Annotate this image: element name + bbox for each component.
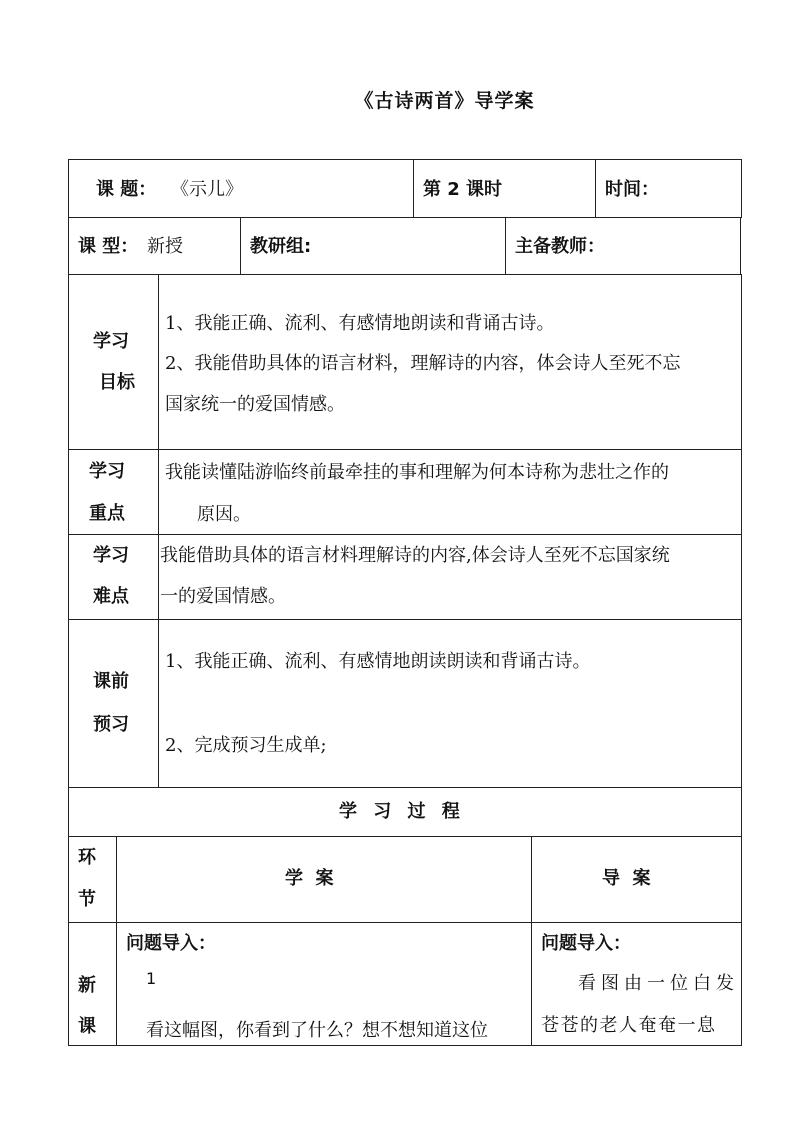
lesson-cell — [413, 159, 596, 218]
difficulties-label-cell — [68, 534, 159, 620]
study-question-heading: 问题导入： — [126, 933, 216, 954]
difficulties-label-line1: 学习 — [93, 545, 129, 566]
keypoints-line1: 我能读懂陆游临终前最牵挂的事和理解为何本诗称为悲壮之作的 — [165, 462, 669, 483]
new-lesson-study-cell — [116, 922, 532, 1046]
preview-line1: 1、我能正确、流利、有感情地朗读朗读和背诵古诗。 — [165, 651, 591, 672]
new-lesson-label-line1: 新 — [78, 975, 96, 996]
difficulties-line1: 我能借助具体的语言材料理解诗的内容,体会诗人至死不忘国家统 — [160, 545, 670, 566]
keypoints-line2: 原因。 — [197, 504, 251, 525]
subject-value: 《示儿》 — [171, 179, 243, 200]
study-item-text: 看这幅图，你看到了什么？想不想知道这位 — [146, 1020, 488, 1041]
teacher-label: 主备教师： — [515, 236, 605, 257]
keypoints-label-line1: 学习 — [89, 461, 125, 482]
process-heading-cell — [68, 787, 742, 837]
time-cell — [595, 159, 742, 218]
page-title: 《古诗两首》导学案 — [354, 90, 535, 112]
preview-line2: 2、完成预习生成单; — [165, 735, 327, 756]
difficulties-label-line2: 难点 — [93, 586, 129, 607]
keypoints-content-cell — [158, 449, 742, 535]
keypoints-label-cell — [68, 449, 159, 535]
preview-label-cell — [68, 619, 159, 788]
preview-content-cell — [158, 619, 742, 788]
process-heading: 学 习 过 程 — [339, 801, 460, 822]
type-value: 新授 — [147, 236, 183, 257]
goals-line1: 1、我能正确、流利、有感情地朗读和背诵古诗。 — [165, 313, 555, 334]
difficulties-content-cell — [158, 534, 742, 620]
type-label: 课 型： — [78, 236, 139, 257]
goals-line3: 国家统一的爱国情感。 — [165, 394, 345, 415]
goals-line2: 2、我能借助具体的语言材料，理解诗的内容，体会诗人至死不忘 — [165, 353, 681, 374]
group-label: 教研组: — [250, 236, 312, 257]
study-header: 学 案 — [285, 868, 334, 889]
lesson-label: 第 2 课时 — [423, 179, 503, 200]
preview-label-line2: 预习 — [93, 714, 129, 735]
preview-label-line1: 课前 — [93, 671, 129, 692]
guide-line2: 苍苍的老人奄奄一息 — [541, 1015, 717, 1036]
section-header-line1: 环 — [78, 847, 96, 868]
new-lesson-label-line2: 课 — [78, 1016, 96, 1037]
section-header-line2: 节 — [78, 889, 96, 910]
time-label: 时间： — [605, 179, 659, 200]
goals-content-cell — [158, 274, 742, 450]
subject-cell — [68, 159, 414, 218]
new-lesson-label-cell — [68, 922, 117, 1046]
guide-question-heading: 问题导入： — [541, 933, 631, 954]
subject-label: 课 题： — [96, 179, 157, 200]
section-column-header — [68, 836, 117, 923]
group-cell — [240, 217, 506, 275]
difficulties-line2: 一的爱国情感。 — [160, 586, 286, 607]
study-column-header — [116, 836, 532, 923]
goals-label-line1: 学习 — [93, 331, 129, 352]
study-item-number: 1 — [146, 969, 157, 988]
guide-line1: 看图由一位白发 — [578, 973, 739, 994]
goals-label-line2: 目标 — [99, 372, 135, 393]
teacher-cell — [505, 217, 741, 275]
new-lesson-guide-cell — [531, 922, 742, 1046]
guide-column-header — [531, 836, 742, 923]
guide-header: 导 案 — [602, 868, 651, 889]
type-cell — [68, 217, 241, 275]
goals-label-cell — [68, 274, 159, 450]
keypoints-label-line2: 重点 — [89, 503, 125, 524]
